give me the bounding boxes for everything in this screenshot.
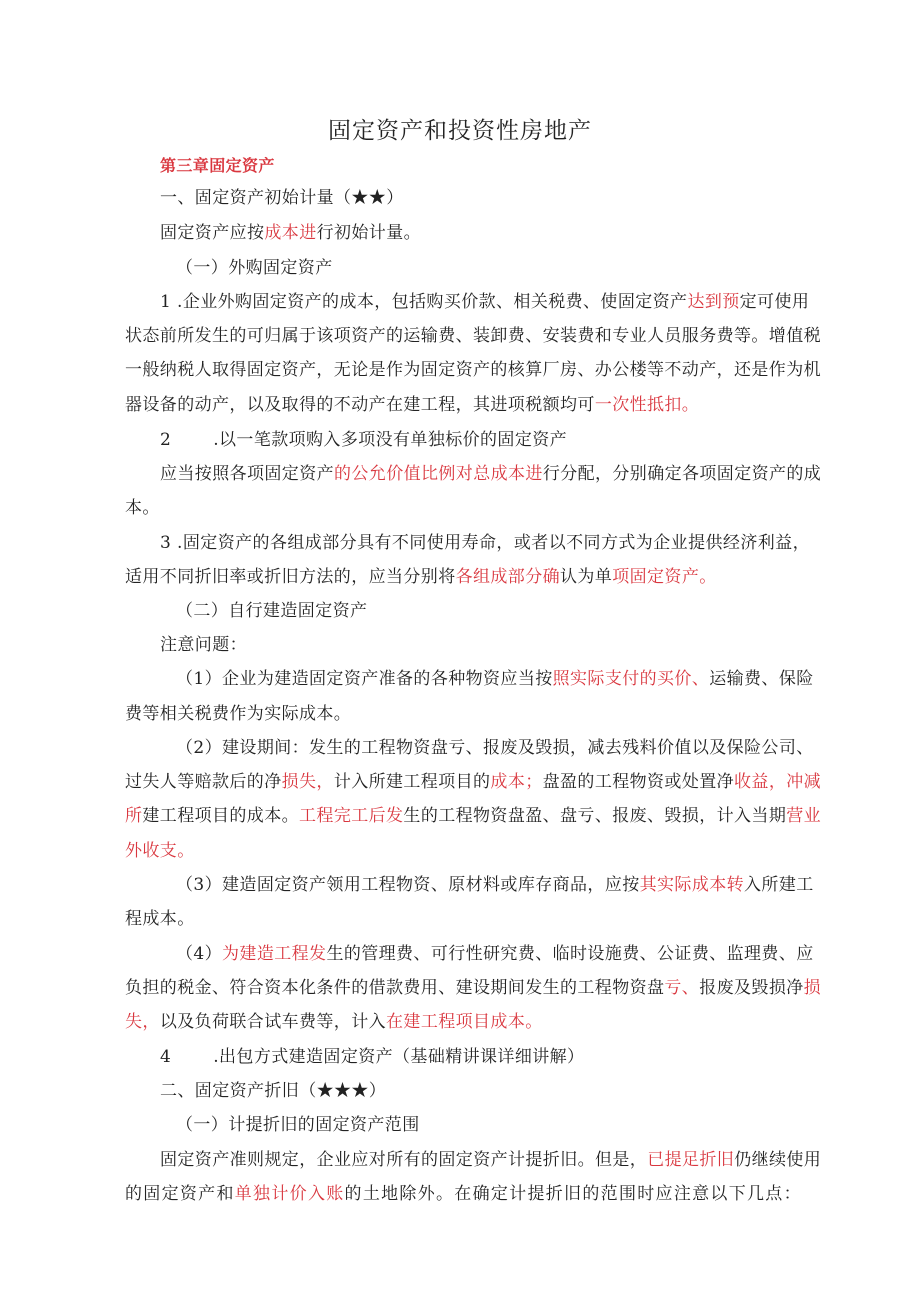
paragraph-line: 1 .企业外购固定资产的成本，包括购买价款、相关税费、使固定资产达到预定可使用 — [160, 292, 810, 312]
paragraph-line: 外收支。 — [125, 841, 195, 861]
highlight: 达到预 — [687, 292, 740, 312]
paragraph-line: 程成本。 — [125, 909, 195, 929]
paragraph-line: 注意问题： — [160, 635, 247, 655]
paragraph-line: 固定资产应按成本进行初始计量。 — [160, 223, 422, 243]
paragraph-line: 过失人等赔款后的净损失，计入所建工程项目的成本；盘盈的工程物资或处置净收益，冲减 — [125, 772, 822, 792]
highlight: 损 — [803, 978, 822, 998]
paragraph-line: （1）企业为建造固定资产准备的各种物资应当按照实际支付的买价、运输费、保险 — [176, 669, 814, 689]
highlight: 损失， — [281, 772, 334, 792]
paragraph-line: 一般纳税人取得固定资产，无论是作为固定资产的核算厂房、办公楼等不动产，还是作为机 — [125, 360, 821, 380]
paragraph-line: 费等相关税费作为实际成本。 — [125, 704, 352, 724]
highlight: 项固定资产。 — [612, 567, 717, 587]
highlight: 一次性抵扣。 — [594, 395, 700, 415]
highlight: 各组成部分确 — [455, 567, 561, 587]
highlight: 亏、 — [664, 978, 700, 998]
subsection-heading: （二）自行建造固定资产 — [176, 601, 368, 621]
highlight: 工程完工后发 — [299, 806, 404, 826]
highlight: 在建工程项目成本。 — [386, 1012, 543, 1032]
paragraph-line: 应当按照各项固定资产的公允价值比例对总成本进行分配，分别确定各项固定资产的成 — [160, 464, 822, 484]
subsection-heading: （一）计提折旧的固定资产范围 — [176, 1115, 420, 1135]
paragraph-line: 所建工程项目的成本。工程完工后发生的工程物资盘盈、盘亏、报废、毁损，计入当期营业 — [125, 806, 822, 826]
highlight: 成本； — [490, 772, 543, 792]
numbered-item: 4 .出包方式建造固定资产（基础精讲课详细讲解） — [160, 1047, 585, 1067]
highlight: 收益，冲减 — [734, 772, 822, 792]
paragraph-line: 3 .固定资产的各组成部分具有不同使用寿命，或者以不同方式为企业提供经济利益， — [160, 533, 810, 553]
paragraph-line: 状态前所发生的可归属于该项资产的运输费、装卸费、安装费和专业人员服务费等。增值税 — [125, 326, 821, 346]
highlight: 已提足折旧 — [647, 1150, 735, 1170]
paragraph-line: 适用不同折旧率或折旧方法的，应当分别将各组成部分确认为单项固定资产。 — [125, 567, 717, 587]
highlight: 照实际支付的买价、 — [552, 669, 710, 689]
chapter-heading: 第三章固定资产 — [160, 156, 275, 175]
highlight: 所 — [125, 806, 143, 826]
paragraph-line: 器设备的动产，以及取得的不动产在建工程，其进项税额均可一次性抵扣。 — [125, 395, 700, 415]
paragraph-line: （3）建造固定资产领用工程物资、原材料或库存商品，应按其实际成本转入所建工 — [176, 875, 814, 895]
paragraph-line: 的固定资产和单独计价入账的土地除外。在确定计提折旧的范围时应注意以下几点： — [125, 1184, 801, 1204]
subsection-heading: （一）外购固定资产 — [176, 258, 333, 278]
highlight: 失， — [125, 1012, 160, 1032]
paragraph-line: （4）为建造工程发生的管理费、可行性研究费、临时设施费、公证费、监理费、应 — [176, 944, 814, 964]
highlight: 单独计价入账 — [234, 1184, 345, 1204]
numbered-item: 2 .以一笔款项购入多项没有单独标价的固定资产 — [160, 430, 568, 450]
section-heading: 一、固定资产初始计量（★★） — [160, 188, 404, 208]
highlight: 其实际成本转 — [639, 875, 745, 895]
highlight: 为建造工程发 — [222, 944, 327, 964]
paragraph-line: 负担的税金、符合资本化条件的借款费用、建设期间发生的工程物资盘亏、报废及毁损净损 — [125, 978, 822, 998]
highlight: 营业 — [786, 806, 822, 826]
page-title: 固定资产和投资性房地产 — [328, 118, 592, 144]
highlight: 的公允价值比例对总成本进 — [334, 464, 543, 484]
section-heading: 二、固定资产折旧（★★★） — [160, 1081, 387, 1101]
highlight: 成本进 — [264, 223, 317, 243]
paragraph-line: 失，以及负荷联合试车费等，计入在建工程项目成本。 — [125, 1012, 543, 1032]
paragraph-line: 固定资产准则规定，企业应对所有的固定资产计提折旧。但是，已提足折旧仍继续使用 — [160, 1150, 822, 1170]
paragraph-line: 本。 — [125, 498, 160, 518]
paragraph-line: （2）建设期间：发生的工程物资盘亏、报废及毁损，减去残料价值以及保险公司、 — [176, 738, 814, 758]
